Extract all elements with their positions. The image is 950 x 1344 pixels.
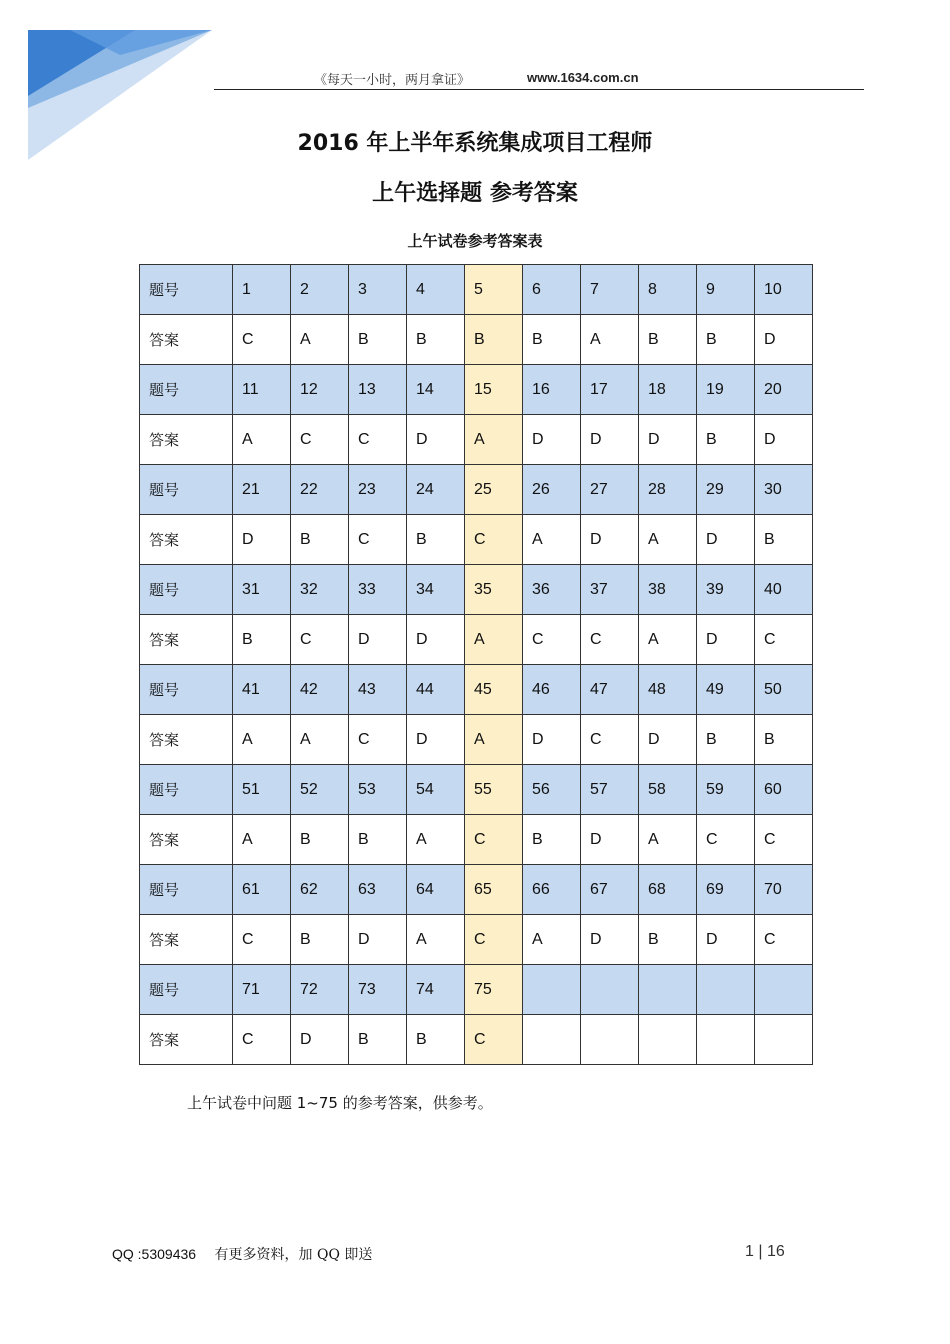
question-number-cell: 25: [465, 465, 523, 515]
answer-cell: D: [523, 415, 581, 465]
answer-cell: C: [465, 1015, 523, 1065]
answer-cell: C: [465, 515, 523, 565]
question-number-cell: 2: [291, 265, 349, 315]
answer-cell: A: [407, 915, 465, 965]
question-number-cell: 44: [407, 665, 465, 715]
answer-row: [140, 615, 813, 665]
answer-cell: D: [233, 515, 291, 565]
answer-cell: C: [465, 915, 523, 965]
answer-cell: C: [755, 815, 813, 865]
answer-cell: B: [523, 815, 581, 865]
answer-cell: C: [349, 415, 407, 465]
question-number-cell: 52: [291, 765, 349, 815]
answer-cell: D: [697, 515, 755, 565]
question-number-label: 题号: [140, 465, 233, 515]
question-number-cell: 23: [349, 465, 407, 515]
question-number-cell: 28: [639, 465, 697, 515]
answer-cell: B: [639, 915, 697, 965]
answer-cell: B: [291, 915, 349, 965]
answer-cell: D: [697, 615, 755, 665]
answer-cell: D: [639, 415, 697, 465]
question-number-cell: 36: [523, 565, 581, 615]
question-number-cell: 50: [755, 665, 813, 715]
question-number-cell: 69: [697, 865, 755, 915]
question-number-label: 题号: [140, 365, 233, 415]
question-number-cell: 73: [349, 965, 407, 1015]
question-number-cell: 30: [755, 465, 813, 515]
answer-cell: C: [465, 815, 523, 865]
question-number-cell: 6: [523, 265, 581, 315]
answer-cell: A: [233, 715, 291, 765]
answer-cell: [581, 1015, 639, 1065]
question-number-cell: 64: [407, 865, 465, 915]
answer-label: 答案: [140, 315, 233, 365]
footer-qq: QQ :5309436: [112, 1246, 197, 1262]
question-number-cell: 31: [233, 565, 291, 615]
question-number-cell: 26: [523, 465, 581, 515]
question-number-cell: 68: [639, 865, 697, 915]
question-number-cell: 17: [581, 365, 639, 415]
question-number-cell: 9: [697, 265, 755, 315]
document-subtitle: 上午选择题 参考答案: [372, 181, 578, 206]
question-number-cell: 43: [349, 665, 407, 715]
answer-cell: D: [697, 915, 755, 965]
answer-cell: D: [755, 315, 813, 365]
question-number-cell: 66: [523, 865, 581, 915]
question-number-cell: 16: [523, 365, 581, 415]
question-number-cell: [523, 965, 581, 1015]
answer-row: [140, 815, 813, 865]
answer-cell: A: [639, 815, 697, 865]
answer-cell: B: [639, 315, 697, 365]
answer-row: [140, 415, 813, 465]
answer-cell: [639, 1015, 697, 1065]
question-number-cell: 20: [755, 365, 813, 415]
answer-cell: D: [349, 915, 407, 965]
answer-cell: [697, 1015, 755, 1065]
answer-cell: B: [755, 515, 813, 565]
document-title: 2016 年上半年系统集成项目工程师: [297, 131, 653, 156]
answer-label: 答案: [140, 415, 233, 465]
table-caption: 上午试卷参考答案表: [407, 232, 543, 250]
question-number-cell: 59: [697, 765, 755, 815]
answer-cell: [523, 1015, 581, 1065]
question-number-cell: 12: [291, 365, 349, 415]
question-number-cell: 61: [233, 865, 291, 915]
answer-cell: C: [755, 615, 813, 665]
answer-cell: B: [407, 1015, 465, 1065]
question-number-cell: [755, 965, 813, 1015]
answer-cell: D: [581, 515, 639, 565]
question-number-cell: 72: [291, 965, 349, 1015]
answer-cell: A: [639, 515, 697, 565]
answer-note: 上午试卷中问题 1~75 的参考答案，供参考。: [187, 1094, 493, 1112]
answer-cell: A: [581, 315, 639, 365]
answer-cell: C: [291, 615, 349, 665]
question-number-cell: 1: [233, 265, 291, 315]
question-number-cell: 11: [233, 365, 291, 415]
question-number-label: 题号: [140, 265, 233, 315]
answer-label: 答案: [140, 615, 233, 665]
answer-cell: C: [755, 915, 813, 965]
question-number-cell: 54: [407, 765, 465, 815]
question-number-label: 题号: [140, 865, 233, 915]
footer-message: 有更多资料，加 QQ 即送: [214, 1247, 373, 1263]
answer-cell: C: [233, 915, 291, 965]
question-number-row: [140, 465, 813, 515]
answer-cell: A: [407, 815, 465, 865]
answer-cell: D: [581, 815, 639, 865]
header-slogan: 《每天一小时，两月拿证》: [314, 73, 471, 88]
answer-cell: A: [291, 715, 349, 765]
answer-cell: B: [349, 315, 407, 365]
question-number-cell: 63: [349, 865, 407, 915]
question-number-cell: 40: [755, 565, 813, 615]
answer-cell: C: [349, 515, 407, 565]
answer-label: 答案: [140, 715, 233, 765]
question-number-cell: 74: [407, 965, 465, 1015]
answer-cell: C: [523, 615, 581, 665]
answer-cell: D: [407, 715, 465, 765]
question-number-cell: 56: [523, 765, 581, 815]
question-number-cell: 39: [697, 565, 755, 615]
answer-cell: B: [233, 615, 291, 665]
question-number-cell: 22: [291, 465, 349, 515]
question-number-cell: 71: [233, 965, 291, 1015]
question-number-label: 题号: [140, 565, 233, 615]
question-number-cell: 32: [291, 565, 349, 615]
question-number-row: [140, 665, 813, 715]
answer-cell: C: [697, 815, 755, 865]
question-number-cell: 14: [407, 365, 465, 415]
question-number-cell: 48: [639, 665, 697, 715]
answer-row: [140, 715, 813, 765]
question-number-cell: 3: [349, 265, 407, 315]
question-number-cell: 21: [233, 465, 291, 515]
question-number-row: [140, 965, 813, 1015]
answer-cell: B: [407, 315, 465, 365]
header-url: www.1634.com.cn: [527, 70, 639, 85]
answer-row: [140, 515, 813, 565]
question-number-cell: 62: [291, 865, 349, 915]
answer-row: [140, 1015, 813, 1065]
page-header: [214, 64, 864, 90]
question-number-cell: 57: [581, 765, 639, 815]
answer-cell: C: [233, 1015, 291, 1065]
answer-cell: C: [581, 615, 639, 665]
answer-cell: A: [233, 415, 291, 465]
answer-cell: B: [291, 815, 349, 865]
answer-cell: C: [291, 415, 349, 465]
question-number-cell: 47: [581, 665, 639, 715]
question-number-row: [140, 265, 813, 315]
question-number-cell: 18: [639, 365, 697, 415]
answer-row: [140, 315, 813, 365]
answer-cell: C: [349, 715, 407, 765]
answer-cell: D: [581, 415, 639, 465]
question-number-cell: 42: [291, 665, 349, 715]
answer-cell: D: [407, 415, 465, 465]
question-number-row: [140, 565, 813, 615]
answer-cell: A: [465, 715, 523, 765]
question-number-row: [140, 765, 813, 815]
question-number-label: 题号: [140, 965, 233, 1015]
question-number-cell: 51: [233, 765, 291, 815]
answer-cell: A: [233, 815, 291, 865]
question-number-cell: 75: [465, 965, 523, 1015]
answer-cell: D: [755, 415, 813, 465]
answer-cell: B: [697, 315, 755, 365]
question-number-row: [140, 365, 813, 415]
question-number-cell: 37: [581, 565, 639, 615]
question-number-cell: 45: [465, 665, 523, 715]
question-number-cell: 55: [465, 765, 523, 815]
answer-cell: D: [581, 915, 639, 965]
page-number: 1 | 16: [745, 1243, 785, 1260]
answer-cell: D: [407, 615, 465, 665]
answer-cell: [755, 1015, 813, 1065]
question-number-cell: 33: [349, 565, 407, 615]
answer-cell: C: [581, 715, 639, 765]
question-number-cell: 70: [755, 865, 813, 915]
answer-cell: D: [349, 615, 407, 665]
question-number-cell: 13: [349, 365, 407, 415]
question-number-cell: 7: [581, 265, 639, 315]
answer-cell: B: [407, 515, 465, 565]
answer-cell: A: [291, 315, 349, 365]
question-number-cell: 29: [697, 465, 755, 515]
footer-contact: [112, 1244, 372, 1264]
answer-cell: B: [755, 715, 813, 765]
answer-label: 答案: [140, 1015, 233, 1065]
question-number-cell: [697, 965, 755, 1015]
answer-cell: A: [465, 415, 523, 465]
question-number-cell: 38: [639, 565, 697, 615]
answer-cell: B: [697, 415, 755, 465]
answer-cell: B: [349, 815, 407, 865]
question-number-label: 题号: [140, 765, 233, 815]
answer-cell: B: [349, 1015, 407, 1065]
question-number-label: 题号: [140, 665, 233, 715]
question-number-cell: [581, 965, 639, 1015]
question-number-cell: 35: [465, 565, 523, 615]
question-number-cell: 49: [697, 665, 755, 715]
answer-cell: A: [523, 915, 581, 965]
question-number-cell: 8: [639, 265, 697, 315]
question-number-cell: 4: [407, 265, 465, 315]
question-number-cell: 27: [581, 465, 639, 515]
answer-cell: B: [291, 515, 349, 565]
answer-cell: C: [233, 315, 291, 365]
answer-cell: B: [523, 315, 581, 365]
answer-table: [139, 264, 813, 1065]
answer-cell: A: [523, 515, 581, 565]
question-number-cell: 10: [755, 265, 813, 315]
answer-cell: D: [639, 715, 697, 765]
answer-row: [140, 915, 813, 965]
question-number-cell: 65: [465, 865, 523, 915]
answer-cell: B: [465, 315, 523, 365]
question-number-cell: 41: [233, 665, 291, 715]
answer-cell: D: [523, 715, 581, 765]
question-number-cell: 46: [523, 665, 581, 715]
question-number-cell: 58: [639, 765, 697, 815]
answer-label: 答案: [140, 515, 233, 565]
question-number-cell: 67: [581, 865, 639, 915]
question-number-cell: 5: [465, 265, 523, 315]
answer-label: 答案: [140, 815, 233, 865]
question-number-cell: 15: [465, 365, 523, 415]
answer-label: 答案: [140, 915, 233, 965]
question-number-row: [140, 865, 813, 915]
question-number-cell: 34: [407, 565, 465, 615]
question-number-cell: 24: [407, 465, 465, 515]
question-number-cell: 19: [697, 365, 755, 415]
answer-cell: B: [697, 715, 755, 765]
answer-cell: A: [639, 615, 697, 665]
question-number-cell: 60: [755, 765, 813, 815]
question-number-cell: 53: [349, 765, 407, 815]
answer-cell: D: [291, 1015, 349, 1065]
answer-cell: A: [465, 615, 523, 665]
question-number-cell: [639, 965, 697, 1015]
